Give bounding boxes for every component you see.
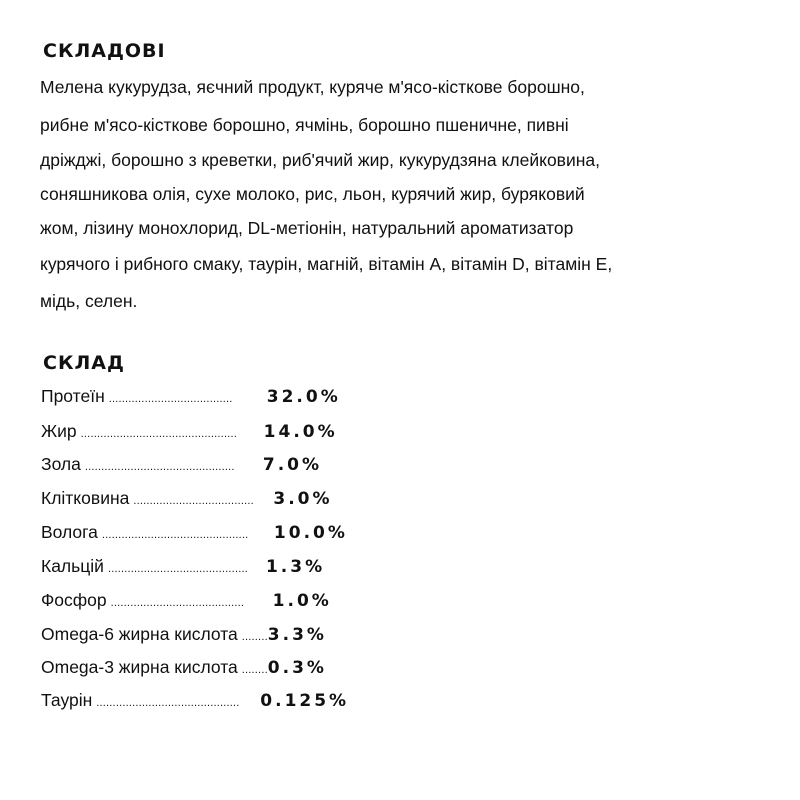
dot-leader: ................................................ [80,429,237,440]
composition-row-taurine [41,692,349,716]
composition-row-fat [41,423,338,447]
composition-row-omega6 [41,626,327,650]
composition-row-fiber [41,490,333,514]
composition-row-protein [41,388,341,412]
nutrient-name: Omega-3 жирна кислота [41,657,238,677]
composition-row-moisture [41,524,348,548]
nutrient-value: 1.0% [272,591,332,611]
ingredients-line: мідь, селен. [40,291,138,311]
nutrient-name: Жир [41,421,77,441]
dot-leader: ............................................. [101,530,249,541]
dot-leader: ..................................... [133,496,254,507]
dot-leader: ........................................... [107,564,248,575]
ingredients-heading: СКЛАДОВІ [43,40,166,62]
composition-row-calcium [41,558,325,582]
nutrient-name: Клітковина [41,488,130,508]
nutrient-name: Таурін [41,690,93,710]
nutrient-value: 0.125% [260,691,350,711]
nutrient-name: Кальцій [41,556,104,576]
ingredients-line: жом, лізину монохлорид, DL-метіонін, натуральний ароматизатор [40,218,574,238]
dot-leader: ........ [241,665,268,676]
nutrient-value: 3.0% [273,489,333,509]
dot-leader: ...................................... [108,394,233,405]
nutrient-name: Фосфор [41,590,107,610]
composition-row-phosphorus [41,592,332,616]
ingredients-line: дріжджі, борошно з креветки, риб'ячий жир, кукурудзяна клейковина, [40,150,601,170]
composition-row-ash [41,456,322,480]
nutrient-value: 10.0% [273,523,348,543]
nutrient-value: 3.3% [267,625,327,645]
ingredients-line: рибне м'ясо-кісткове борошно, ячмінь, борошно пшеничне, пивні [40,115,569,135]
nutrient-value: 14.0% [263,422,338,442]
nutrient-value: 7.0% [262,455,323,475]
composition-heading: СКЛАД [43,352,125,374]
nutrient-value: 1.3% [265,557,326,577]
ingredients-line: соняшникова олія, сухе молоко, рис, льон, курячий жир, буряковий [40,184,585,204]
nutrient-name: Волога [41,522,98,542]
nutrient-value: 32.0% [266,387,341,407]
ingredients-line: Мелена кукурудза, яєчний продукт, куряче м'ясо-кісткове борошно, [40,77,585,97]
dot-leader: ............................................ [96,698,240,709]
nutrient-name: Зола [41,454,81,474]
nutrient-value: 0.3% [267,658,327,678]
dot-leader: .............................................. [84,462,235,473]
composition-row-omega3 [41,659,327,683]
dot-leader: ........ [241,632,268,643]
nutrient-name: Omega-6 жирна кислота [41,624,238,644]
ingredients-line: курячого і рибного смаку, таурін, магній, вітамін А, вітамін D, вітамін Е, [40,254,613,274]
nutrient-name: Протеїн [41,386,105,406]
dot-leader: ......................................... [110,598,245,609]
